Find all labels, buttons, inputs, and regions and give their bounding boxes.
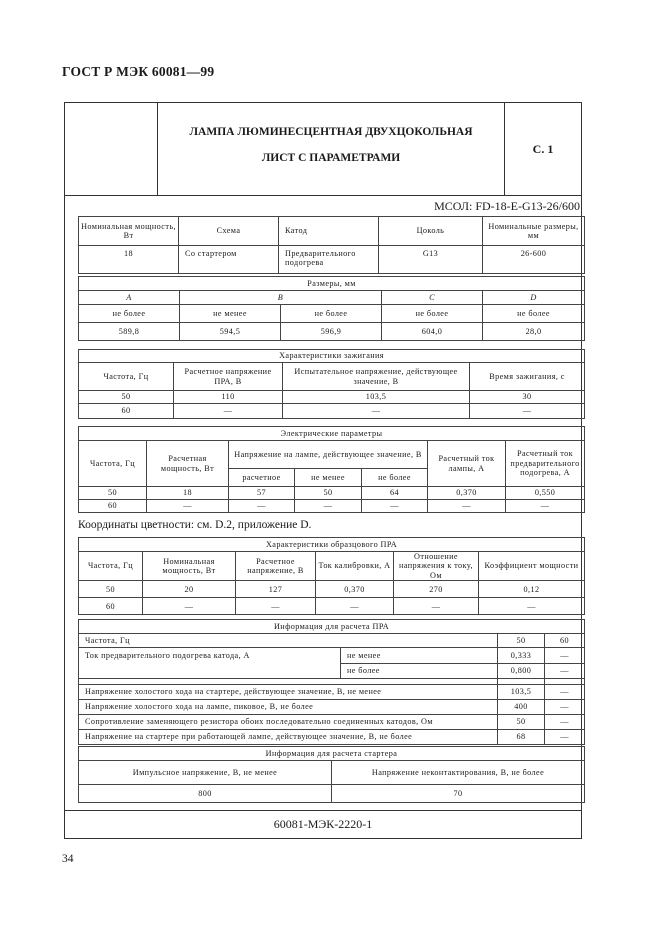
- table-row: [79, 217, 585, 246]
- table-cell: 18: [79, 246, 179, 274]
- lamp-designation: МСОЛ: FD-18-E-G13-26/600: [434, 199, 580, 213]
- header-cell: Номинальные размеры, мм: [483, 217, 585, 246]
- table-row: [79, 246, 585, 274]
- header-cell: Расчетная мощность, Вт: [147, 441, 229, 487]
- table-cell: —: [428, 500, 506, 513]
- limit-cell: не менее: [341, 648, 498, 664]
- table-cell: —: [545, 648, 585, 664]
- ballast-design-table: [78, 619, 585, 745]
- table-cell: —: [394, 598, 479, 615]
- header-cell: Напряжение на лампе, действующее значение, В: [229, 441, 428, 469]
- table-cell: 127: [236, 581, 316, 598]
- row-label: Сопротивление заменяющего резистора обоих последовательно соединенных катодов, Ом: [79, 715, 498, 730]
- row-label: Напряжение на стартере при работающей лампе, действующее значение, В, не более: [79, 730, 498, 745]
- table-row: [79, 634, 585, 648]
- limit-cell: не более: [483, 305, 585, 323]
- table-row: [79, 427, 585, 441]
- table-cell: 0,370: [316, 581, 394, 598]
- table-cell: —: [479, 598, 585, 615]
- table-cell: —: [236, 598, 316, 615]
- table-cell: 110: [174, 391, 283, 404]
- row-label: Напряжение холостого хода на лампе, пиковое, В, не более: [79, 700, 498, 715]
- limit-cell: не более: [79, 305, 180, 323]
- header-cell: Время зажигания, с: [470, 363, 585, 391]
- header-cell: Ток калибровки, А: [316, 552, 394, 581]
- table-cell: 270: [394, 581, 479, 598]
- table-cell: 50: [79, 487, 147, 500]
- table-cell: 596,9: [281, 323, 382, 341]
- table-cell: 0,12: [479, 581, 585, 598]
- table-row: [79, 761, 585, 785]
- header-cell: Отношение напряжения к току, Ом: [394, 552, 479, 581]
- header-cell: Коэффициент мощности: [479, 552, 585, 581]
- frequency-50: 50: [498, 634, 545, 648]
- table-cell: —: [316, 598, 394, 615]
- table-cell: —: [545, 700, 585, 715]
- table-cell: —: [506, 500, 585, 513]
- table-row: [79, 291, 585, 305]
- general-table: [78, 216, 585, 274]
- table-cell: 400: [498, 700, 545, 715]
- table-cell: —: [143, 598, 236, 615]
- table-row: [79, 552, 585, 581]
- ignition-table: [78, 349, 585, 419]
- table-cell: Предварительного подогрева: [279, 246, 379, 274]
- table-row: [79, 404, 585, 419]
- table-cell: 103,5: [283, 391, 470, 404]
- header-cell: Частота, Гц: [79, 363, 174, 391]
- table-cell: 0,550: [506, 487, 585, 500]
- table-cell: —: [283, 404, 470, 419]
- table-row: [79, 620, 585, 634]
- header-cell: Расчетный ток лампы, А: [428, 441, 506, 487]
- header-cell: Цоколь: [379, 217, 483, 246]
- table-cell: 604,0: [382, 323, 483, 341]
- table-row: [79, 350, 585, 363]
- table-title: Характеристики образцового ПРА: [79, 538, 585, 552]
- table-cell: 50: [295, 487, 362, 500]
- page-number: 34: [62, 853, 74, 865]
- table-row: [79, 648, 585, 664]
- dimensions-table: [78, 276, 585, 341]
- table-cell: G13: [379, 246, 483, 274]
- table-cell: 50: [498, 715, 545, 730]
- header-cell: Частота, Гц: [79, 552, 143, 581]
- table-title: Информация для расчета ПРА: [79, 620, 585, 634]
- table-title: Информация для расчета стартера: [79, 747, 585, 761]
- header-cell: Расчетное напряжение, В: [236, 552, 316, 581]
- header-cell: Катод: [279, 217, 379, 246]
- table-row: [79, 391, 585, 404]
- table-cell: 60: [79, 404, 174, 419]
- limit-cell: не менее: [180, 305, 281, 323]
- table-cell: 800: [79, 785, 332, 803]
- table-cell: —: [229, 500, 295, 513]
- header-cell: Испытательное напряжение, действующее значение, В: [283, 363, 470, 391]
- table-cell: 57: [229, 487, 295, 500]
- frequency-label: Частота, Гц: [79, 634, 498, 648]
- table-cell: 64: [362, 487, 428, 500]
- table-cell: 18: [147, 487, 229, 500]
- table-title: Электрические параметры: [79, 427, 585, 441]
- table-row: [79, 685, 585, 700]
- table-row: [79, 715, 585, 730]
- table-cell: —: [147, 500, 229, 513]
- table-cell: —: [470, 404, 585, 419]
- table-row: [79, 363, 585, 391]
- table-row: [79, 323, 585, 341]
- footer-divider: [64, 810, 582, 811]
- frequency-60: 60: [545, 634, 585, 648]
- table-cell: —: [362, 500, 428, 513]
- sub-header-cell: не более: [362, 469, 428, 487]
- table-row: [79, 747, 585, 761]
- table-cell: 70: [332, 785, 585, 803]
- title-line-1: ЛАМПА ЛЮМИНЕСЦЕНТНАЯ ДВУХЦОКОЛЬНАЯ: [189, 126, 473, 138]
- table-cell: 50: [79, 581, 143, 598]
- dimension-letter: C: [382, 291, 483, 305]
- table-cell: 60: [79, 598, 143, 615]
- table-cell: 68: [498, 730, 545, 745]
- table-row: [79, 500, 585, 513]
- table-cell: 20: [143, 581, 236, 598]
- starter-design-table: [78, 746, 585, 803]
- table-cell: 28,0: [483, 323, 585, 341]
- table-row: [79, 700, 585, 715]
- dimension-letter: B: [180, 291, 382, 305]
- header-cell: Расчетное напряжение ПРА, В: [174, 363, 283, 391]
- table-cell: 594,5: [180, 323, 281, 341]
- document-code: ГОСТ Р МЭК 60081—99: [62, 64, 215, 79]
- header-cell: Частота, Гц: [79, 441, 147, 487]
- dimension-letter: D: [483, 291, 585, 305]
- reference-ballast-table: [78, 537, 585, 615]
- table-cell: 0,370: [428, 487, 506, 500]
- table-row: [79, 487, 585, 500]
- limit-cell: не более: [281, 305, 382, 323]
- table-cell: 50: [79, 391, 174, 404]
- sub-header-cell: не менее: [295, 469, 362, 487]
- table-cell: 60: [79, 500, 147, 513]
- header-left-cell: [64, 102, 158, 196]
- sub-header-cell: расчетное: [229, 469, 295, 487]
- header-title-cell: [157, 102, 505, 196]
- table-cell: 26-600: [483, 246, 585, 274]
- table-row: [79, 441, 585, 469]
- table-cell: 0,800: [498, 664, 545, 679]
- table-cell: 0,333: [498, 648, 545, 664]
- table-cell: —: [545, 730, 585, 745]
- table-cell: —: [295, 500, 362, 513]
- table-cell: —: [174, 404, 283, 419]
- limit-cell: не более: [382, 305, 483, 323]
- header-cell: Номинальная мощность, Вт: [79, 217, 179, 246]
- header-cell: Напряжение неконтактирования, В, не более: [332, 761, 585, 785]
- table-row: [79, 581, 585, 598]
- title-line-2: ЛИСТ С ПАРАМЕТРАМИ: [261, 152, 401, 164]
- table-cell: —: [545, 715, 585, 730]
- sheet-number: С. 1: [504, 102, 582, 196]
- limit-cell: не более: [341, 664, 498, 679]
- row-label: Напряжение холостого хода на стартере, действующее значение, В, не менее: [79, 685, 498, 700]
- preheat-label: Ток предварительного подогрева катода, А: [79, 648, 341, 679]
- header-cell: Расчетный ток предварительного подогрева, А: [506, 441, 585, 487]
- header-cell: Схема: [179, 217, 279, 246]
- table-row: [79, 277, 585, 291]
- sheet-code: 60081-МЭК-2220-1: [273, 817, 373, 831]
- electrical-table: [78, 426, 585, 513]
- table-cell: 589,8: [79, 323, 180, 341]
- table-cell: —: [545, 685, 585, 700]
- table-cell: 103,5: [498, 685, 545, 700]
- table-cell: —: [545, 664, 585, 679]
- table-row: [79, 785, 585, 803]
- table-row: [79, 538, 585, 552]
- table-cell: 30: [470, 391, 585, 404]
- header-cell: Номинальная мощность, Вт: [143, 552, 236, 581]
- table-row: [79, 598, 585, 615]
- chromaticity-note: Координаты цветности: см. D.2, приложение D.: [78, 519, 312, 531]
- table-row: [79, 305, 585, 323]
- table-cell: Со стартером: [179, 246, 279, 274]
- table-title: Размеры, мм: [79, 277, 585, 291]
- table-row: [79, 730, 585, 745]
- table-title: Характеристики зажигания: [79, 350, 585, 363]
- dimension-letter: A: [79, 291, 180, 305]
- header-cell: Импульсное напряжение, В, не менее: [79, 761, 332, 785]
